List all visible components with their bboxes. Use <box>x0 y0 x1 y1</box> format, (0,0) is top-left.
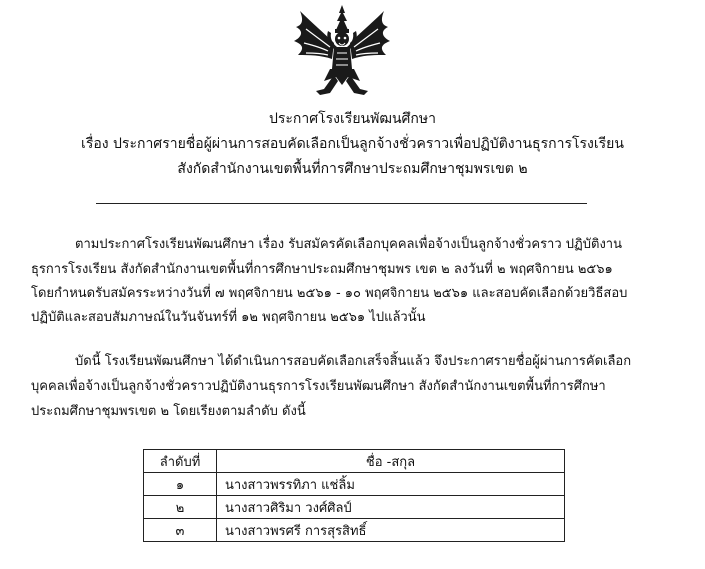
announcement-affiliation: สังกัดสำนักงานเขตพื้นที่การศึกษาประถมศึกษาชุมพรเขต ๒ <box>177 161 528 177</box>
divider-line <box>96 203 587 204</box>
paragraph1-line4: ปฏิบัติและสอบสัมภาษณ์ในวันจันทร์ที่ ๑๒ พฤศจิกายน ๒๕๖๑ ไปแล้วนั้น <box>31 310 426 325</box>
table-header-row <box>144 450 565 473</box>
announcement-title: ประกาศโรงเรียนพัฒนศึกษา <box>268 111 436 127</box>
garuda-emblem-icon <box>290 3 394 99</box>
paragraph2-line1: บัดนี้ โรงเรียนพัฒนศึกษา ได้ดำเนินการสอบคัดเลือกเสร็จสิ้นแล้ว จึงประกาศรายชื่อผู้ผ่านการคัดเลือก <box>75 354 632 369</box>
row-order: ๒ <box>144 496 217 519</box>
column-header-name: ชื่อ -สกุล <box>217 450 565 473</box>
table-row <box>144 519 565 542</box>
paragraph2-line3: ประถมศึกษาชุมพรเขต ๒ โดยเรียงตามลำดับ ดังนี้ <box>31 404 306 419</box>
paragraph1-line1: ตามประกาศโรงเรียนพัฒนศึกษา เรื่อง รับสมัครคัดเลือกบุคคลเพื่อจ้างเป็นลูกจ้างชั่วคราว ปฏิบัติงาน <box>75 237 622 252</box>
row-name: นางสาวพรศรี การสุรสิทธิ์ <box>217 519 565 542</box>
row-name: นางสาวศิริมา วงศ์ศิลป์ <box>217 496 565 519</box>
row-name: นางสาวพรรทิภา แช่ลิ้ม <box>217 473 565 496</box>
paragraph2-line2: บุคคลเพื่อจ้างเป็นลูกจ้างชั่วคราวปฏิบัติงานธุรการโรงเรียนพัฒนศึกษา สังกัดสำนักงานเขตพื้นที่การศึกษา <box>31 379 606 394</box>
paragraph1-line3: โดยกำหนดรับสมัครระหว่างวันที่ ๗ พฤศจิกายน ๒๕๖๑ - ๑๐ พฤศจิกายน ๒๕๖๑ และสอบคัดเลือกด้วยวิธีสอบ <box>31 286 628 301</box>
column-header-order: ลำดับที่ <box>144 450 217 473</box>
row-order: ๓ <box>144 519 217 542</box>
table-row <box>144 473 565 496</box>
announcement-subject: เรื่อง ประกาศรายชื่อผู้ผ่านการสอบคัดเลือกเป็นลูกจ้างชั่วคราวเพื่อปฏิบัติงานธุรการโรงเรียน <box>81 136 624 152</box>
paragraph1-line2: ธุรการโรงเรียน สังกัดสำนักงานเขตพื้นที่การศึกษาประถมศึกษาชุมพร เขต ๒ ลงวันที่ ๒ พฤศจิกายน ๒๕๖๑ <box>31 262 613 277</box>
table-row <box>144 496 565 519</box>
selected-candidates-table <box>143 449 565 542</box>
row-order: ๑ <box>144 473 217 496</box>
